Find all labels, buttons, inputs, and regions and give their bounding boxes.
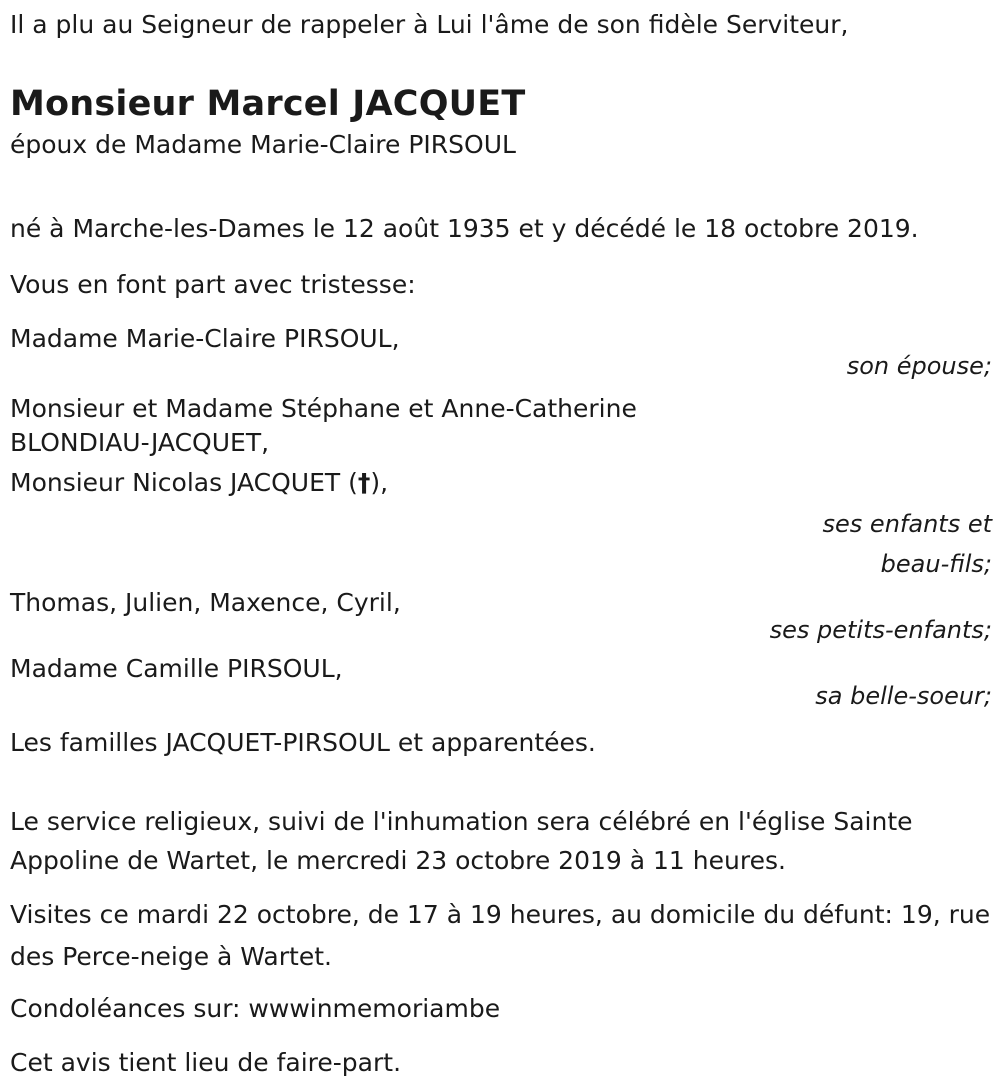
mourner-role: ses petits-enfants;	[769, 616, 992, 644]
mourner-role: beau-fils;	[880, 550, 992, 578]
mourner-role: ses enfants et	[822, 510, 992, 538]
mourner-role: sa belle-soeur;	[815, 682, 992, 710]
mourner-name-with-cross	[10, 464, 992, 502]
spouse-line: époux de Madame Marie-Claire PIRSOUL	[10, 130, 516, 159]
announce-line: Vous en font part avec tristesse:	[10, 270, 416, 299]
obituary-notice	[10, 0, 992, 1082]
intro-text: Il a plu au Seigneur de rappeler à Lui l'âme de son fidèle Serviteur,	[10, 10, 849, 39]
mourner-name-part: ),	[370, 468, 389, 497]
mourner-role: son épouse;	[846, 352, 992, 380]
birth-death-line: né à Marche-les-Dames le 12 août 1935 et y décédé le 18 octobre 2019.	[10, 214, 919, 243]
mourner-name: Thomas, Julien, Maxence, Cyril,	[10, 588, 401, 617]
mourner-block-spouse	[10, 320, 992, 386]
mourner-block-grandchildren	[10, 584, 992, 650]
mourner-name: Madame Camille PIRSOUL,	[10, 654, 343, 683]
families-line: Les familles JACQUET-PIRSOUL et apparentées.	[10, 728, 596, 757]
mourner-name: BLONDIAU-JACQUET,	[10, 428, 270, 457]
mourner-block-children	[10, 390, 992, 584]
mourner-name-part: Monsieur Nicolas JACQUET (	[10, 468, 358, 497]
service-paragraph: Le service religieux, suivi de l'inhumation sera célébré en l'église Sainte Appoline de Wartet, le mercredi 23 octobre 2019 à 11 heures.	[10, 807, 913, 875]
mourner-name: Monsieur et Madame Stéphane et Anne-Catherine	[10, 394, 637, 423]
cross-icon: †	[357, 468, 371, 497]
mourner-name: Madame Marie-Claire PIRSOUL,	[10, 324, 400, 353]
visits-paragraph: Visites ce mardi 22 octobre, de 17 à 19 heures, au domicile du défunt: 19, rue des Perce-neige à Wartet.	[10, 900, 991, 971]
condolences-line: Condoléances sur: wwwinmemoriambe	[10, 994, 501, 1023]
mourner-block-sister-in-law	[10, 650, 992, 716]
deceased-name: Monsieur Marcel JACQUET	[10, 84, 526, 124]
notice-line: Cet avis tient lieu de faire-part.	[10, 1048, 402, 1077]
